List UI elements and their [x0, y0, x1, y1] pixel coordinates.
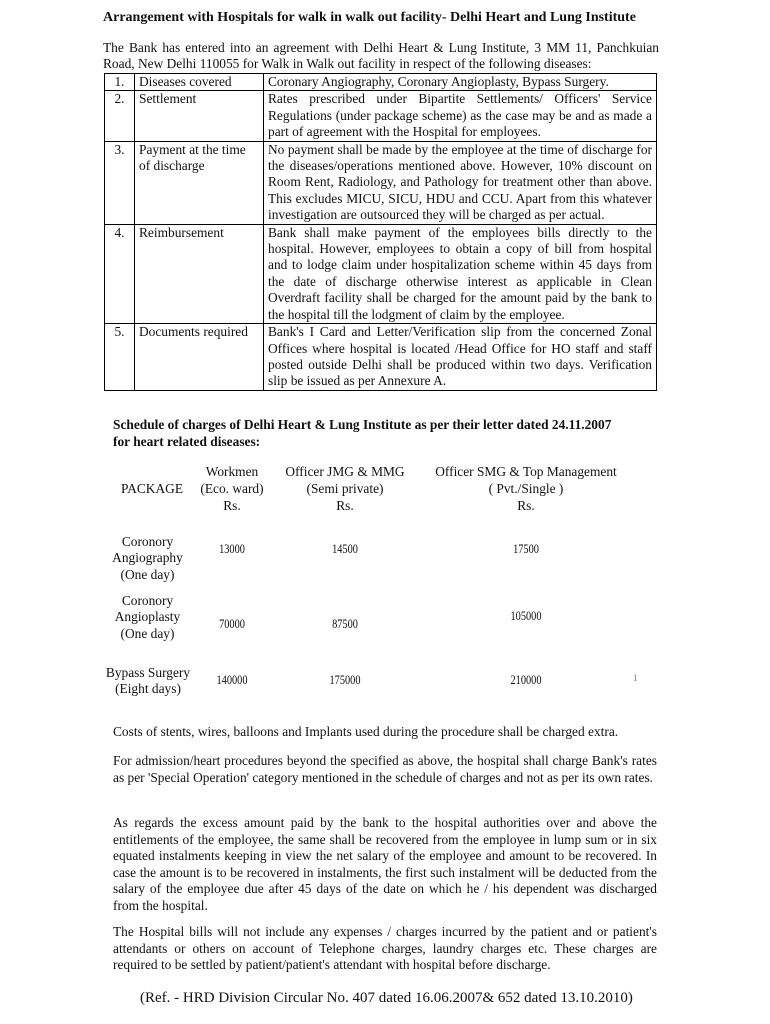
charge-value: 13000 [219, 542, 245, 556]
package-line: Angiography [112, 550, 183, 566]
package-line: Coronory [121, 534, 174, 549]
row-item: Documents required [135, 324, 264, 391]
row-number: 1. [105, 74, 135, 91]
package-line: (One day) [120, 566, 175, 582]
row-number: 3. [105, 141, 135, 224]
document-title: Arrangement with Hospitals for walk in walk out facility- Delhi Heart and Lung Institute [103, 10, 636, 25]
package-line: Coronory [121, 593, 174, 608]
column-header-line: ( Pvt./Single ) [488, 481, 564, 496]
package-line: Bypass Surgery [105, 665, 191, 680]
charge-value: 17500 [513, 542, 539, 556]
row-detail: No payment shall be made by the employee at the time of discharge for the diseases/operations mentioned above. However, 10% discount on Room Rent, Radiology, and Pathology for treatment other than above. This excludes MICU, SICU, HDU and CCU. Apart from this whatever investigation are outsourced they will be charged as per actual. [264, 141, 657, 224]
charge-value: 87500 [332, 617, 358, 631]
column-header-line: Officer JMG & MMG [285, 464, 405, 479]
column-header-line: Rs. [517, 498, 535, 513]
table-row [105, 141, 657, 224]
row-number: 4. [105, 224, 135, 323]
row-item: Payment at the time of discharge [135, 141, 264, 224]
column-header-line: (Semi private) [306, 481, 384, 496]
intro-paragraph: The Bank has entered into an agreement with Delhi Heart & Lung Institute, 3 MM 11, Panchkuian Road, New Delhi 110055 for Walk in Walk out facility in respect of the following diseases: [103, 40, 659, 72]
column-header-jmg-mmg [275, 463, 415, 514]
schedule-heading-line: Schedule of charges of Delhi Heart & Lung Institute as per their letter dated 24.11.2007 [113, 417, 612, 432]
row-detail: Bank shall make payment of the employees bills directly to the hospital. However, employees to obtain a copy of bill from hospital and to lodge claim under hospitalization scheme within 45 days from the date of discharge otherwise interest as applicable in Clean Overdraft facility shall be charged for the amount paid by the bank to the hospital till the lodgment of claim by the employee. [264, 224, 657, 323]
paragraph-recovery: As regards the excess amount paid by the bank to the hospital authorities over and above the entitlements of the employee, the same shall be recovered from the employee in lump sum or in six equated instalments keeping in view the net salary of the employee and amount to be recovered. In case the amount is to be recovered in instalments, the first such instalment will be deducted from the salary of the employee due after 45 days of the date on which he / his dependent was discharged from the hospital. [113, 815, 657, 913]
table-row [105, 74, 657, 91]
column-header-line: Rs. [336, 498, 354, 513]
paragraph-hospital-bills: The Hospital bills will not include any expenses / charges incurred by the patient and or patient's attendants or others on account of Telephone charges, laundry charges etc. These charges are required to be settled by patient/patient's attendant with hospital before discharge. [113, 924, 657, 973]
package-line: (One day) [120, 625, 175, 641]
schedule-heading [113, 416, 611, 450]
table-row [105, 324, 657, 391]
charge-value: 14500 [332, 542, 358, 556]
row-number: 2. [105, 91, 135, 141]
row-detail: Bank's I Card and Letter/Verification slip from the concerned Zonal Offices where hospital is located /Head Office for HO staff and staff posted outside Delhi shall be produced within two days. Verification slip be issued as per Annexure A. [264, 324, 657, 391]
charge-value: 70000 [219, 617, 245, 631]
column-header-line: (Eco. ward) [200, 481, 264, 496]
package-name [100, 593, 195, 642]
paragraph-costs: Costs of stents, wires, balloons and Implants used during the procedure shall be charged extra. [113, 724, 619, 739]
column-header-workmen [182, 463, 282, 514]
table-row [105, 91, 657, 141]
column-header-line: Workmen [205, 464, 259, 479]
paragraph-special-operation: For admission/heart procedures beyond the specified as above, the hospital shall charge Bank's rates as per 'Special Operation' category mentioned in the schedule of charges and not as per its own rates. [113, 753, 657, 785]
package-line: (Eight days) [115, 681, 181, 697]
row-number: 5. [105, 324, 135, 391]
row-item: Settlement [135, 91, 264, 141]
charge-value: 175000 [329, 673, 361, 687]
package-line: Angioplasty [114, 609, 181, 625]
page-number: 1 [633, 673, 638, 683]
charge-value: 105000 [510, 609, 542, 623]
row-detail: Coronary Angiography, Coronary Angioplasty, Bypass Surgery. [264, 74, 657, 91]
row-item: Reimbursement [135, 224, 264, 323]
package-name [98, 665, 198, 698]
schedule-heading-line: for heart related diseases: [113, 434, 261, 449]
charge-value: 140000 [216, 673, 248, 687]
package-name [100, 534, 195, 583]
terms-table [104, 73, 657, 391]
row-detail: Rates prescribed under Bipartite Settlements/ Officers' Service Regulations (under package scheme) as the case may be and as made a part of agreement with the Hospital for employees. [264, 91, 657, 141]
reference-line: (Ref. - HRD Division Circular No. 407 dated 16.06.2007& 652 dated 13.10.2010) [140, 990, 633, 1006]
column-header-line: Rs. [223, 498, 241, 513]
column-header-smg-top [426, 463, 626, 514]
column-header-line: Officer SMG & Top Management [435, 464, 617, 479]
package-header: PACKAGE [120, 481, 183, 496]
charge-value: 210000 [510, 673, 542, 687]
row-item: Diseases covered [135, 74, 264, 91]
table-row [105, 224, 657, 323]
